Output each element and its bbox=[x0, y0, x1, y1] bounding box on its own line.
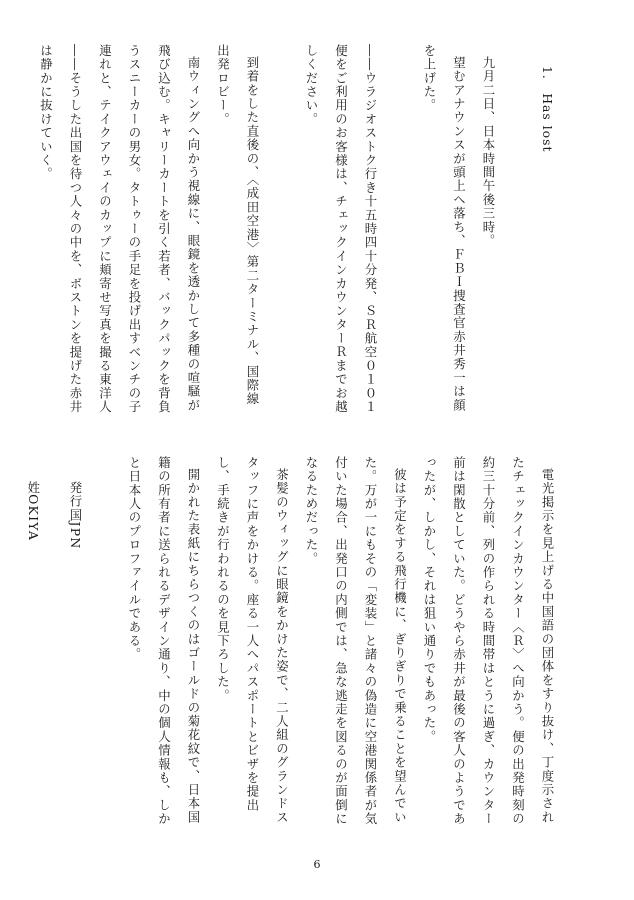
paragraph: 電光掲示を見上げる中国語の団体をすり抜け、丁度示されたチェックインカウンター〈Ｒ〉へ向かう。便の出発時刻の約三十分前、列の作られる時間帯はとうに過ぎ、カウンター前は閑散としていた。どうやら赤井が最後の客人のようであったが、しかし、それは狙い通りでもあった。 bbox=[422, 456, 555, 826]
paragraph: 開かれた表紙にちらつくのはゴールドの菊花紋で、日本国籍の所有者に送られるデザイン通り、中の個人情報も、しかと日本人のプロファイルである。 bbox=[127, 456, 201, 826]
page-number: 6 bbox=[313, 858, 321, 871]
blank-line bbox=[267, 44, 297, 414]
lower-text-block bbox=[0, 456, 634, 826]
paragraph: 望むアナウンスが頭上へ落ち、ＦＢＩ捜査官赤井秀一は顔を上げた。 bbox=[422, 44, 467, 413]
profile-label: 発行国 bbox=[68, 480, 83, 522]
profile-label bbox=[0, 468, 6, 494]
profile-value: OKIYA bbox=[25, 494, 41, 542]
upper-vertical-text bbox=[31, 44, 562, 414]
blank-line bbox=[503, 44, 533, 414]
profile-row-issuing-country bbox=[48, 456, 90, 826]
blank-line bbox=[385, 44, 415, 414]
blank-line bbox=[90, 456, 120, 826]
paragraph: 到着をした直後の、〈成田空港〉第二ターミナル、国際線出発ロビー。 bbox=[215, 44, 260, 407]
paragraph: 南ウィングへ向かう視線に、眼鏡を透かして多種の喧騒が飛び込む。キャリーカートを引く若者、バックパックを背負うスニーカーの男女。タトゥーの手足を投げ出すベンチの子連れと、テイクアウェイのカップに頬寄せ写真を撮る東洋人――そうした出国を待つ人々の中を、ボストンを提げた赤井は静かに抜けていく。 bbox=[38, 44, 201, 414]
profile-row-given-name bbox=[0, 456, 6, 826]
upper-text-block bbox=[0, 44, 634, 414]
lower-vertical-text bbox=[0, 456, 562, 826]
paragraph: 彼は予定をする飛行機に、ぎりぎりで乗ることを望んでいた。万が一にもその「変装」と諸々の偽造に空港関係者が気付いた場合、出発口の内側では、急な逃走を図るのが面倒になるためだった。 bbox=[304, 456, 408, 826]
profile-value: JPN bbox=[68, 521, 83, 550]
paragraph: 茶髪のウィッグに眼鏡をかけた姿で、二人組のグランドスタッフに声をかける。座る一人へパスポートとビザを提出し、手続きが行われるのを見下ろした。 bbox=[215, 456, 290, 825]
chapter-heading: 1. Has lost bbox=[540, 66, 555, 153]
paragraph: 九月二日、日本時間午後三時。 bbox=[481, 56, 496, 249]
profile-label: 姓 bbox=[25, 480, 41, 495]
profile-row-surname bbox=[6, 456, 48, 826]
announcement-paragraph: ――ウラジオストク行き十五時四十分発、ＳＲ航空０１０１便をご利用のお客様は、チェックインカウンターＲまでお越しください。 bbox=[304, 44, 378, 414]
